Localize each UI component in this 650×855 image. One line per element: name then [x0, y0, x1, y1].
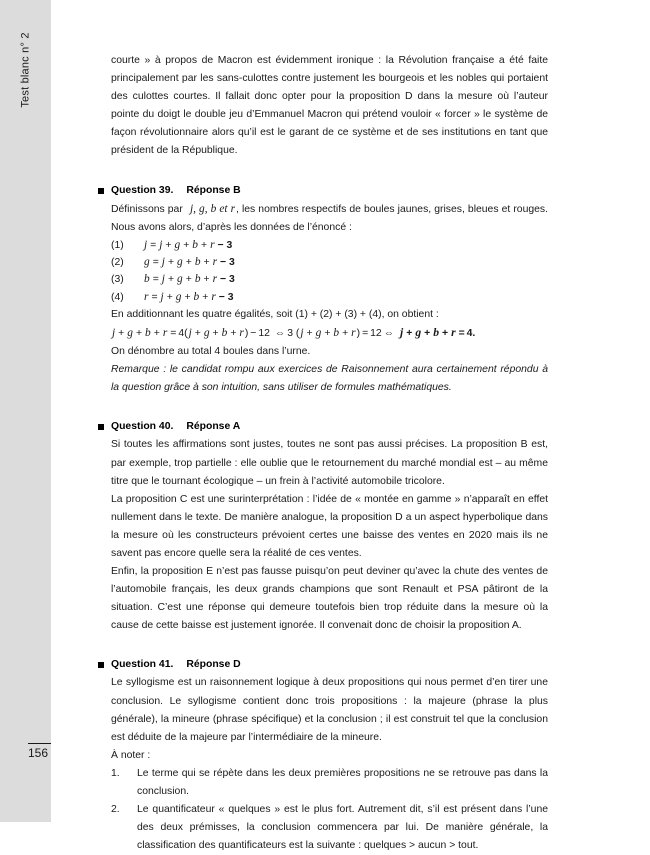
equation-const: − 3	[218, 291, 234, 303]
equation-lhs: r	[144, 290, 149, 303]
question-heading-39	[111, 182, 548, 200]
question-answer-39: Réponse B	[186, 184, 241, 196]
square-bullet-icon	[98, 662, 104, 668]
question-block-41	[111, 656, 548, 855]
equation-tag: (4)	[111, 291, 124, 303]
list-item-text: Le terme qui se répète dans les deux premières propositions ne se retrouve pas dans la conclusion.	[137, 767, 548, 797]
list-item-text: Le quantificateur « quelques » est le plus fort. Autrement dit, s’il est présent dans l’une des deux prémisses, la conclusion commencera par lui. De manière générale, la classification des quantificateurs est la suivante : quelques > aucun > tout.	[137, 804, 548, 852]
q39-remark: Remarque : le candidat rompu aux exercices de Raisonnement aura certainement répondu à la question grâce à son intuition, sans utiliser de formules mathématiques.	[111, 364, 548, 394]
q41-a-noter: À noter :	[111, 749, 151, 761]
running-head-text: Test blanc n° 2	[19, 32, 32, 108]
running-head-vertical	[0, 0, 51, 140]
q40-paragraph: Enfin, la proposition E n’est pas fausse puisqu’on peut deviner qu’avec la chute des ventes de l’automobile français, les deux grands champions que sont Renault et PSA pâtiront de la situation. C’est une réponse qui demeure toutefois bien trop réduite dans la mesure où la cause de cette baisse est justement ignorée. Il convenait donc de choisir la proposition A.	[111, 566, 548, 632]
equation-const: − 3	[220, 274, 235, 286]
folio-rule	[28, 743, 51, 744]
q39-intro	[111, 200, 548, 237]
equation-lhs: b	[144, 273, 150, 286]
q39-conclusion: On dénombre au total 4 boules dans l’urne.	[111, 346, 311, 358]
equation-row: (1) j = j + g + b + r − 3	[111, 237, 548, 254]
q39-sum-equation: j + g + b + r = 4(j + g + b + r) − 12 ⇔ 3 (j + g + b + r) = 12 ⇔ j + g + b + r = 4.	[112, 326, 476, 340]
equation-row: (3) b = j + g + b + r − 3	[111, 271, 548, 288]
q41-numbered-list	[111, 765, 548, 855]
equation-row: (4) r = j + g + b + r − 3	[111, 289, 548, 306]
question-number-41: Question 41.	[111, 659, 174, 671]
q40-paragraph: Si toutes les affirmations sont justes, toutes ne sont pas aussi précises. La proposition B est, par exemple, trop partielle : elle oublie que le retournement du marché mondial est – au même titre que le tournant écologique – un frein à l’activité automobile tricolore.	[111, 439, 548, 487]
equation-tag: (2)	[111, 257, 124, 269]
list-item-number: 2.	[111, 804, 120, 816]
equation-tag: (3)	[111, 274, 124, 286]
q39-intro-tail: , les nombres respectifs de boules jaunes, grises, bleues et rouges. Nous avons alors, d’après les données de l’énoncé :	[111, 203, 548, 233]
equation-row: (2) g = j + g + b + r − 3	[111, 254, 548, 271]
question-number-39: Question 39.	[111, 184, 174, 196]
square-bullet-icon	[98, 424, 104, 430]
q41-paragraph: Le syllogisme est un raisonnement logique à deux propositions qui nous permet d’en tirer une conclusion. Le syllogisme contient donc trois propositions : la majeure (phrase la plus générale), la mineure (phrase spécifique) et la conclusion ; il est construit tel que la conclusion est déduite de la majeure par l’intermédiaire de la mineure.	[111, 677, 548, 743]
q39-intro-lead: Définissons par	[111, 203, 183, 215]
intro-paragraph: courte » à propos de Macron est évidemment ironique : la Révolution française a été faite principalement par les sans-culottes contre justement les bourgeois et les nobles qui portaient des culottes courtes. Il fallait donc opter pour la proposition D dans la mesure où l’auteur pointe du doigt le double jeu d’Emmanuel Macron qui prétend vouloir « forcer » le système de façon révolutionnaire alors qu’il est le garant de ce système et de ses institutions en tant que président de la République.	[111, 55, 548, 157]
question-answer-40: Réponse A	[186, 421, 241, 433]
square-bullet-icon	[98, 188, 104, 194]
question-block-40	[111, 418, 548, 635]
question-heading-41	[111, 656, 548, 674]
equation-lhs: g	[144, 256, 150, 269]
equation-const: − 3	[220, 257, 235, 269]
question-heading-40	[111, 418, 548, 436]
list-item	[111, 765, 548, 801]
list-item-number: 1.	[111, 767, 120, 779]
question-answer-41: Réponse D	[186, 659, 241, 671]
folio-number: 156	[28, 746, 49, 760]
page-text-column	[111, 52, 548, 855]
equation-lhs: j	[144, 238, 148, 251]
list-item	[111, 801, 548, 855]
question-number-40: Question 40.	[111, 421, 174, 433]
q39-intro-variables: j, g, b et r	[189, 202, 235, 215]
q40-paragraph: La proposition C est une surinterprétation : l’idée de « montée en gamme » n’apparaît en effet nullement dans le texte. De manière analogue, la proposition D a un aspect hyperbolique dans la mesure où les constructeurs prévoient certes une baisse des ventes en 2020 mais ils ne savent pas encore quelle sera la réalité de ces ventes.	[111, 493, 548, 559]
q39-sum-intro: En additionnant les quatre égalités, soit (1) + (2) + (3) + (4), on obtient :	[111, 308, 439, 320]
question-block-39	[111, 182, 548, 398]
equation-tag: (1)	[111, 239, 124, 251]
page-side-band	[0, 0, 51, 822]
equation-const: − 3	[217, 239, 233, 251]
